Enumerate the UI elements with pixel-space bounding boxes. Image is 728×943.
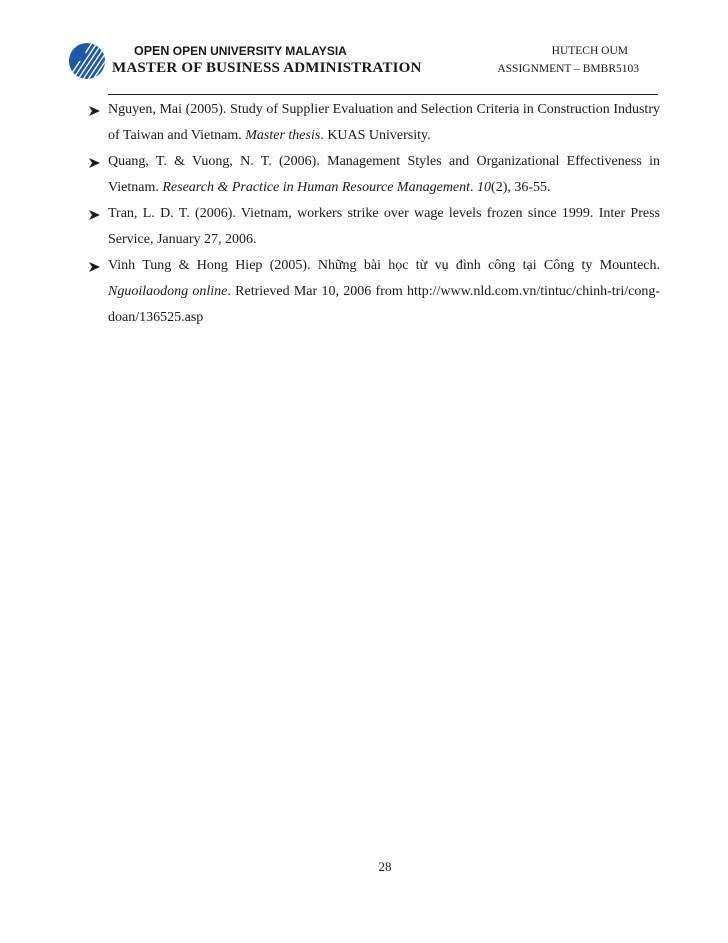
assignment-code: ASSIGNMENT – BMBR5103	[497, 63, 639, 75]
reference-item	[88, 201, 660, 253]
reference-text: . Retrieved Mar 10, 2006 from http://www.nld.com.vn/tintuc/chinh-tri/cong-doan/136525.asp	[108, 284, 660, 325]
reference-italic: Master thesis	[245, 128, 321, 143]
reference-text: Quang, T. & Vuong, N. T. (2006). Management Styles and Organizational Effectiveness in Vietnam.	[108, 154, 660, 195]
reference-text: . KUAS University.	[320, 128, 431, 143]
reference-italic: Research & Practice in Human Resource Management	[162, 180, 471, 195]
reference-volume: 10	[477, 180, 492, 195]
reference-item	[88, 253, 660, 331]
institution-label: HUTECH OUM	[551, 45, 628, 57]
university-name	[134, 44, 347, 58]
page-number: 28	[378, 859, 392, 874]
reference-text: (2), 36-55.	[491, 180, 551, 195]
reference-list	[88, 97, 660, 331]
reference-text: .	[470, 180, 478, 195]
reference-item	[88, 97, 660, 149]
arrow-bullet-icon	[88, 253, 102, 279]
reference-item	[88, 149, 660, 201]
arrow-bullet-icon	[88, 201, 102, 227]
globe-logo-icon	[68, 42, 106, 80]
reference-text: Vinh Tung & Hong Hiep (2005). Những bài học từ vụ đình công tại Công ty Mountech.	[108, 258, 660, 273]
university-name-text: OPEN UNIVERSITY MALAYSIA	[172, 44, 347, 58]
reference-text: Nguyen, Mai (2005). Study of Supplier Evaluation and Selection Criteria in Construction Industry of Taiwan and Vietnam.	[108, 102, 660, 143]
reference-text: Tran, L. D. T. (2006). Vietnam, workers strike over wage levels frozen since 1999. Inter Press Service, January 27, 2006.	[108, 206, 660, 247]
university-open-word: OPEN	[134, 44, 170, 58]
arrow-bullet-icon	[88, 97, 102, 123]
reference-italic: Nguoilaodong online	[108, 284, 228, 299]
arrow-bullet-icon	[88, 149, 102, 175]
header-divider	[108, 94, 658, 95]
program-title: MASTER OF BUSINESS ADMINISTRATION	[112, 60, 422, 76]
